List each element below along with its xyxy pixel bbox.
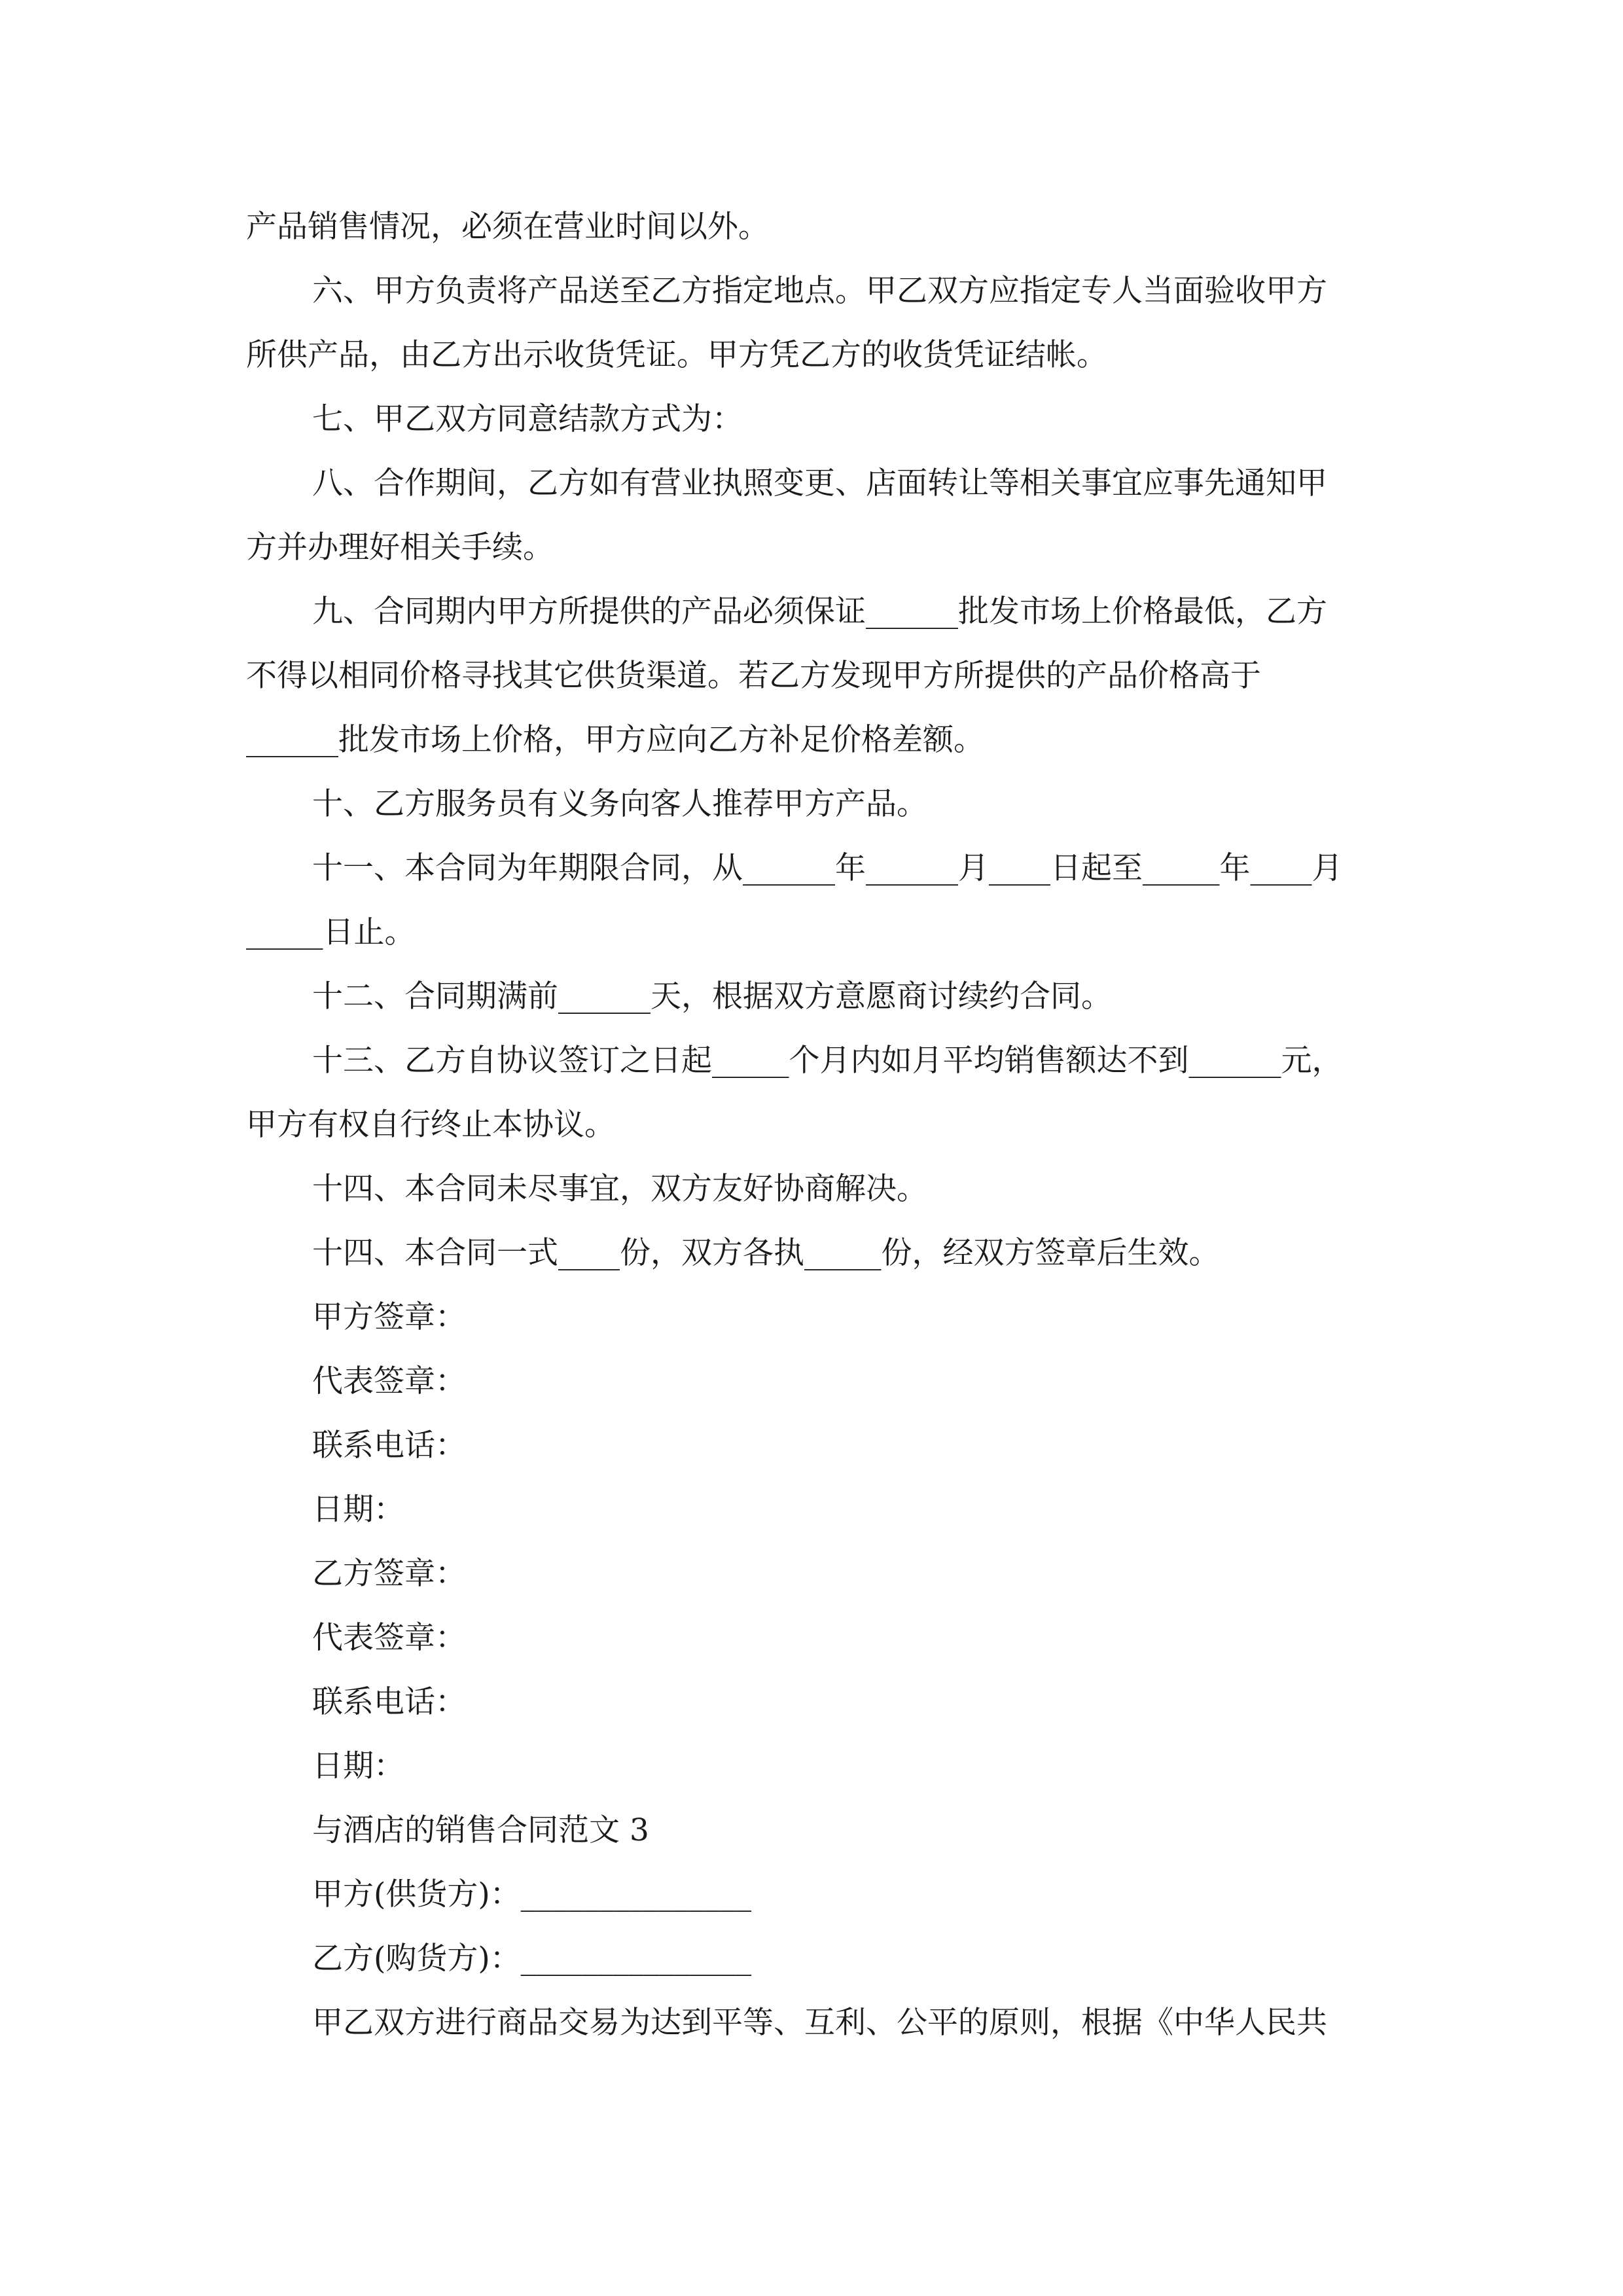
- supplier-line: 甲方(供货方)：_______________: [312, 1876, 752, 1912]
- party-b-signature: 乙方签章：: [312, 1556, 466, 1592]
- clause-14b: 十四、本合同一式____份，双方各执_____份，经双方签章后生效。: [312, 1235, 1220, 1271]
- party-a-phone: 联系电话：: [312, 1427, 466, 1463]
- buyer-line: 乙方(购货方)：_______________: [312, 1941, 752, 1977]
- party-a-date: 日期：: [312, 1492, 404, 1528]
- clause-7: 七、甲乙双方同意结款方式为：: [312, 401, 743, 437]
- clause-6: 六、甲方负责将产品送至乙方指定地点。甲乙双方应指定专人当面验收甲方: [312, 273, 1327, 309]
- text-line: 方并办理好相关手续。: [246, 529, 554, 565]
- party-a-signature: 甲方签章：: [312, 1299, 466, 1335]
- clause-10: 十、乙方服务员有义务向客人推荐甲方产品。: [312, 786, 927, 822]
- text-line: 所供产品，由乙方出示收货凭证。甲方凭乙方的收货凭证结帐。: [246, 337, 1107, 373]
- text-line: _____日止。: [246, 914, 416, 950]
- text-line: 甲方有权自行终止本协议。: [246, 1107, 615, 1143]
- clause-9: 九、合同期内甲方所提供的产品必须保证______批发市场上价格最低，乙方: [312, 594, 1327, 630]
- clause-12: 十二、合同期满前______天，根据双方意愿商讨续约合同。: [312, 978, 1112, 1014]
- text-line: ______批发市场上价格，甲方应向乙方补足价格差额。: [246, 722, 984, 758]
- clause-14a: 十四、本合同未尽事宜，双方友好协商解决。: [312, 1171, 927, 1207]
- party-b-representative: 代表签章：: [312, 1620, 466, 1656]
- clause-11: 十一、本合同为年期限合同，从______年______月____日起至_____年____月: [312, 850, 1343, 886]
- clause-13: 十三、乙方自协议签订之日起_____个月内如月平均销售额达不到______元，: [312, 1043, 1343, 1079]
- section-title: 与酒店的销售合同范文 3: [312, 1812, 649, 1848]
- text-line: 产品销售情况，必须在营业时间以外。: [246, 209, 769, 245]
- party-b-phone: 联系电话：: [312, 1684, 466, 1720]
- text-line: 不得以相同价格寻找其它供货渠道。若乙方发现甲方所提供的产品价格高于: [246, 658, 1261, 694]
- clause-8: 八、合作期间，乙方如有营业执照变更、店面转让等相关事宜应事先通知甲: [312, 465, 1327, 501]
- party-b-date: 日期：: [312, 1748, 404, 1784]
- intro-paragraph: 甲乙双方进行商品交易为达到平等、互利、公平的原则，根据《中华人民共: [312, 2005, 1327, 2041]
- party-a-representative: 代表签章：: [312, 1363, 466, 1399]
